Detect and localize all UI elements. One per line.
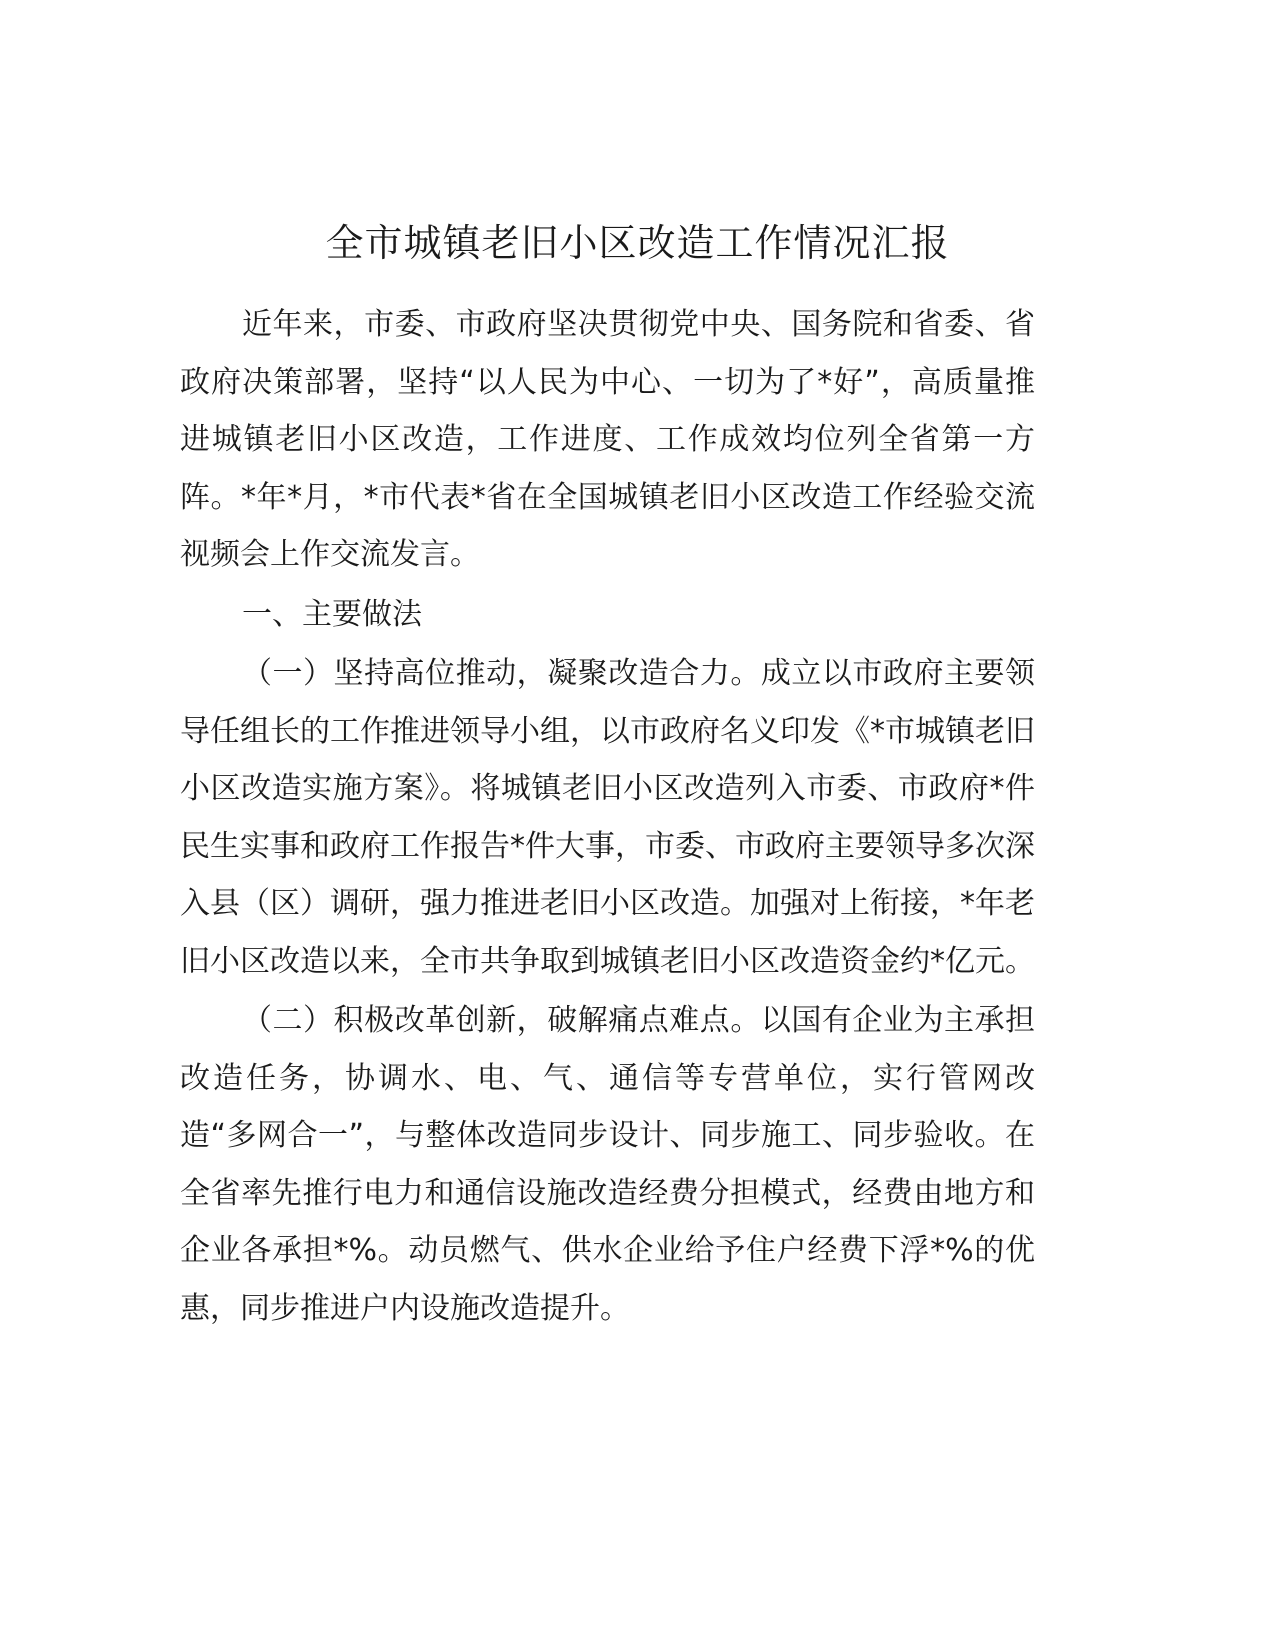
intro-paragraph: 近年来，市委、市政府坚决贯彻党中央、国务院和省委、省政府决策部署，坚持“以人民为中心、一切为了*好”，高质量推进城镇老旧小区改造，工作进度、工作成效均位列全省第一方阵。*年*月，*市代表*省在全国城镇老旧小区改造工作经验交流视频会上作交流发言。	[180, 307, 1035, 572]
section-heading-main-practices: 一、主要做法	[242, 596, 422, 632]
document-body	[180, 296, 1035, 1339]
paragraph-item-1: （一）坚持高位推动，凝聚改造合力。成立以市政府主要领导任组长的工作推进领导小组，以市政府名义印发《*市城镇老旧小区改造实施方案》。将城镇老旧小区改造列入市委、市政府*件民生实事和政府工作报告*件大事，市委、市政府主要领导多次深入县（区）调研，强力推进老旧小区改造。加强对上衔接，*年老旧小区改造以来，全市共争取到城镇老旧小区改造资金约*亿元。	[180, 656, 1035, 979]
document-title: 全市城镇老旧小区改造工作情况汇报	[325, 221, 950, 265]
paragraph-item-2: （二）积极改革创新，破解痛点难点。以国有企业为主承担改造任务，协调水、电、气、通信等专营单位，实行管网改造“多网合一”，与整体改造同步设计、同步施工、同步验收。在全省率先推行电力和通信设施改造经费分担模式，经费由地方和企业各承担*%。动员燃气、供水企业给予住户经费下浮*%的优惠，同步推进户内设施改造提升。	[180, 1003, 1035, 1326]
